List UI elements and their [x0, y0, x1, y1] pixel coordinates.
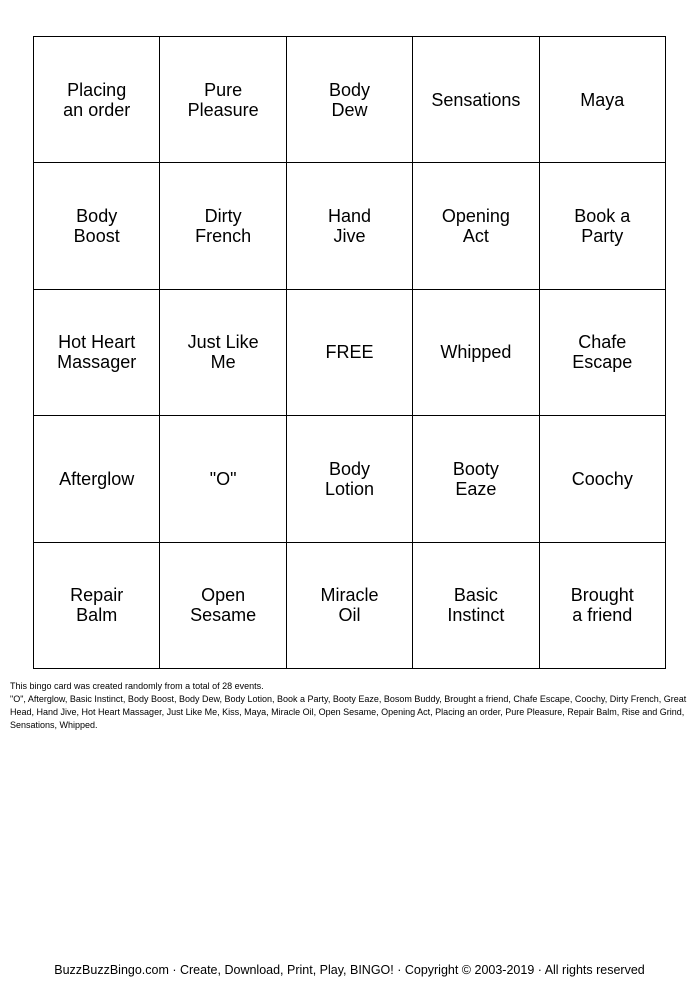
bingo-cell-label: Basic Instinct [447, 585, 505, 626]
bingo-cell [540, 163, 666, 289]
bingo-cell [413, 543, 539, 669]
bingo-cell-label: Whipped [440, 342, 512, 363]
bingo-cell [34, 290, 160, 416]
bingo-cell [413, 416, 539, 542]
bingo-cell [540, 543, 666, 669]
bingo-cell-label: Miracle Oil [320, 585, 379, 626]
bingo-cell [34, 37, 160, 163]
bingo-cell [287, 163, 413, 289]
bingo-cell [160, 416, 286, 542]
bingo-cell-label: FREE [325, 342, 374, 363]
bingo-cell-label: Body Dew [328, 79, 370, 120]
bingo-cell-label: Sensations [431, 89, 521, 110]
bingo-cell-label: Dirty French [195, 206, 252, 247]
bingo-cell [160, 163, 286, 289]
bingo-cell-label: Body Lotion [324, 458, 375, 499]
bingo-cell [287, 543, 413, 669]
bingo-cell [413, 290, 539, 416]
bingo-cell [540, 37, 666, 163]
bingo-cell-label: Hand Jive [327, 206, 371, 247]
bingo-cell [540, 416, 666, 542]
bingo-cell-label: Hot Heart Massager [57, 332, 137, 373]
bingo-cell-label: Booty Eaze [452, 458, 499, 499]
bingo-cell [34, 416, 160, 542]
bingo-cell [287, 416, 413, 542]
bingo-card-grid [33, 36, 666, 669]
bingo-cell [287, 37, 413, 163]
bingo-cell-label: Brought a friend [570, 585, 634, 626]
bingo-cell-label: Repair Balm [70, 585, 124, 626]
bingo-cell [34, 543, 160, 669]
bingo-cell [413, 163, 539, 289]
bingo-cell [160, 543, 286, 669]
bingo-cell [34, 163, 160, 289]
bingo-free-cell [287, 290, 413, 416]
bingo-cell [160, 290, 286, 416]
bingo-cell-label: Book a Party [574, 206, 631, 247]
bingo-cell-label: Pure Pleasure [187, 79, 259, 120]
bingo-cell-label: Just Like Me [187, 332, 259, 373]
bingo-cell [540, 290, 666, 416]
bingo-cell-label: "O" [209, 468, 237, 489]
bingo-cell-label: Coochy [571, 468, 633, 489]
page-footer: BuzzBuzzBingo.com · Create, Download, Print, Play, BINGO! · Copyright © 2003-2019 · All rights reserved [54, 963, 645, 977]
bingo-cell-label: Open Sesame [190, 585, 257, 626]
bingo-cell-label: Chafe Escape [572, 332, 633, 373]
bingo-cell [160, 37, 286, 163]
card-summary-text: This bingo card was created randomly from a total of 28 events. [10, 681, 264, 691]
card-notes [10, 680, 690, 732]
bingo-cell-label: Placing an order [63, 79, 131, 120]
bingo-cell-label: Maya [580, 89, 625, 110]
bingo-cell-label: Afterglow [59, 468, 135, 489]
event-list-text: "O", Afterglow, Basic Instinct, Body Boost, Body Dew, Body Lotion, Book a Party, Booty Eaze, Bosom Buddy, Brought a friend, Chafe Escape, Coochy, Dirty French, Great Head, Hand Jive, Hot Heart Massager, Just Like Me, Kiss, Maya, Miracle Oil, Open Sesame, Opening Act, Placing an order, Pure Pleasure, Repair Balm, Rise and Grind, Sensations, Whipped. [10, 694, 687, 730]
bingo-cell [413, 37, 539, 163]
bingo-cell-label: Opening Act [441, 206, 510, 247]
bingo-cell-label: Body Boost [73, 206, 120, 247]
